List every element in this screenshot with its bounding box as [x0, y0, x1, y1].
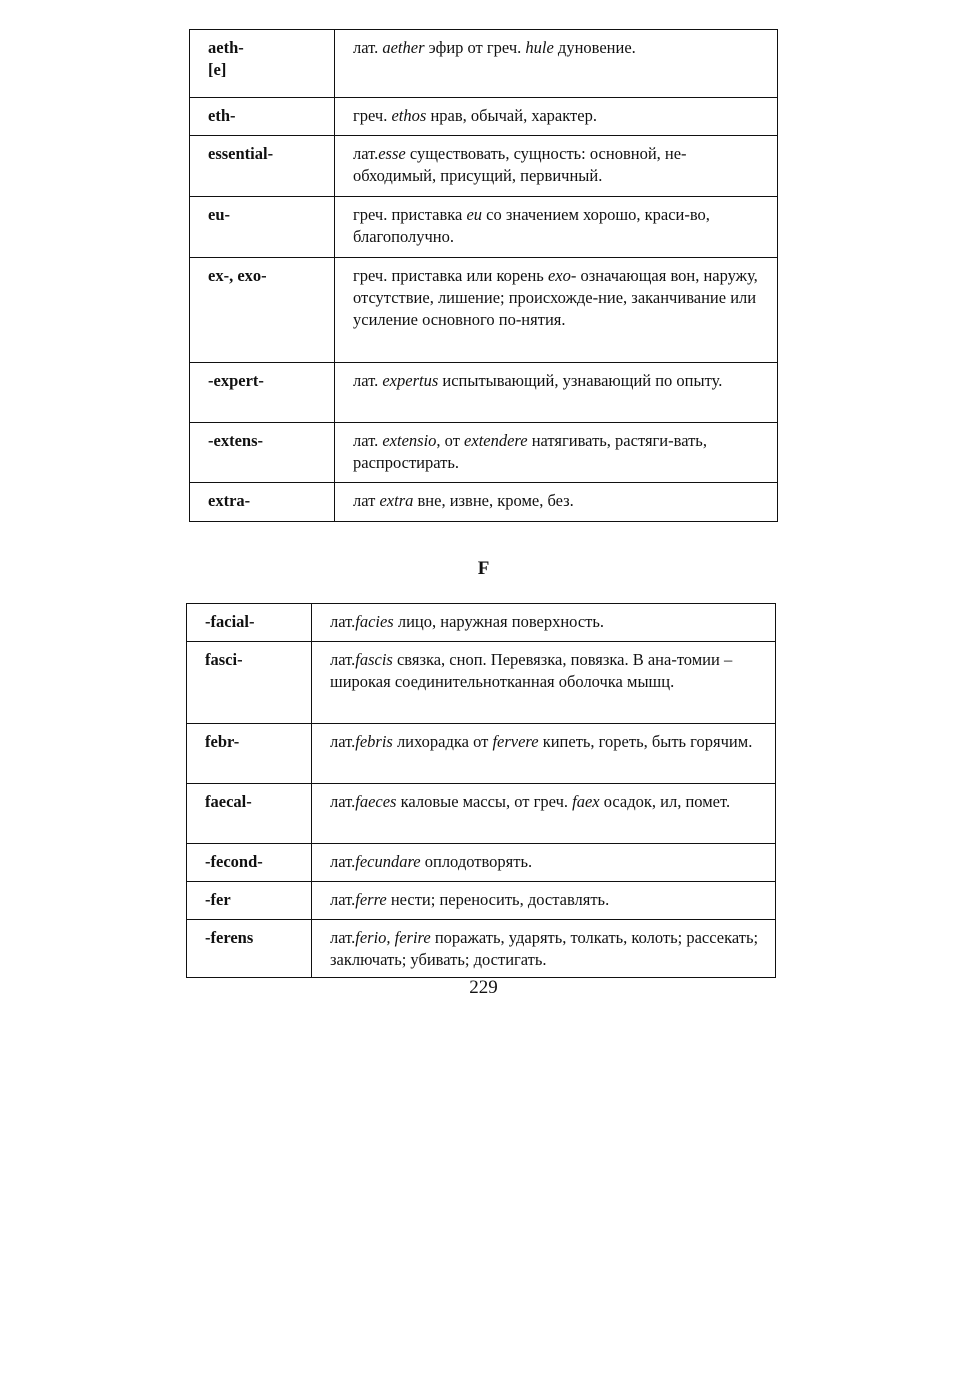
glossary-definition [312, 784, 776, 844]
definition-italic-word: febris [355, 732, 393, 751]
glossary-row [190, 197, 778, 258]
glossary-row [190, 258, 778, 363]
glossary-term [187, 882, 312, 920]
definition-italic-word: eu [466, 205, 483, 224]
glossary-term-line: -expert- [208, 371, 264, 390]
glossary-definition [312, 844, 776, 882]
glossary-term [187, 784, 312, 844]
definition-text: лат. [353, 371, 383, 390]
glossary-term-line: faecal- [205, 792, 252, 811]
glossary-definition [312, 604, 776, 642]
glossary-term [187, 844, 312, 882]
glossary-term [187, 604, 312, 642]
glossary-term-line: -fer [205, 890, 231, 909]
glossary-row [190, 136, 778, 197]
glossary-definition [335, 98, 778, 136]
definition-italic-word: extendere [464, 431, 528, 450]
glossary-term-line: extra- [208, 491, 251, 510]
definition-italic-word: fecundare [355, 852, 421, 871]
definition-text: дуновение. [553, 38, 636, 57]
definition-text: лат. [330, 928, 356, 947]
definition-italic-word: extensio [382, 431, 437, 450]
definition-text: лат. [330, 612, 356, 631]
definition-text: кипеть, гореть, быть горячим. [538, 732, 753, 751]
glossary-row [190, 98, 778, 136]
glossary-term-line: [e] [208, 60, 227, 79]
glossary-table-f-body [187, 604, 776, 978]
glossary-row [187, 642, 776, 724]
definition-text: , от [436, 431, 465, 450]
definition-text: лат [353, 491, 380, 510]
definition-text: лат. [330, 732, 356, 751]
definition-italic-word: esse [378, 144, 406, 163]
glossary-row [190, 30, 778, 98]
definition-text: со значением хорошо, краси-во, благополучно. [353, 205, 710, 246]
definition-text: вне, извне, кроме, без. [413, 491, 574, 510]
glossary-term-line: -facial- [205, 612, 255, 631]
glossary-row [187, 844, 776, 882]
definition-italic-word: fascis [355, 650, 393, 669]
definition-italic-word: expertus [382, 371, 439, 390]
glossary-term [190, 98, 335, 136]
glossary-term-line: -extens- [208, 431, 263, 450]
definition-text: лат. [353, 144, 379, 163]
glossary-term [190, 30, 335, 98]
glossary-term [187, 642, 312, 724]
glossary-definition [335, 197, 778, 258]
glossary-term-line: eu- [208, 205, 230, 224]
glossary-term-line: eth- [208, 106, 236, 125]
glossary-definition [312, 642, 776, 724]
glossary-row [187, 784, 776, 844]
definition-italic-word: facies [355, 612, 394, 631]
glossary-table-e [189, 29, 778, 522]
glossary-term [187, 724, 312, 784]
glossary-definition [312, 882, 776, 920]
definition-text: нести; переносить, доставлять. [386, 890, 610, 909]
definition-text: греч. приставка [353, 205, 467, 224]
glossary-term-line: febr- [205, 732, 240, 751]
definition-italic-word: fervere [492, 732, 539, 751]
definition-text: означающая вон, наружу, отсутствие, лишение; происхожде-ние, заканчивание или усиление основного по-нятия. [353, 266, 758, 329]
definition-text: существовать, сущность: основной, не-обходимый, присущий, первичный. [353, 144, 687, 185]
glossary-row [190, 423, 778, 483]
glossary-row [190, 363, 778, 423]
glossary-term-line: -ferens [205, 928, 254, 947]
definition-text: поражать, ударять, толкать, колоть; рассекать; заключать; убивать; достигать. [330, 928, 759, 969]
glossary-term-line: fasci- [205, 650, 243, 669]
glossary-term-line: aeth- [208, 38, 244, 57]
glossary-table-e-body [190, 30, 778, 522]
definition-text: лихорадка от [392, 732, 493, 751]
definition-text: эфир от греч. [424, 38, 526, 57]
glossary-row [187, 920, 776, 978]
glossary-term [187, 920, 312, 978]
glossary-definition [312, 920, 776, 978]
page-number: 229 [469, 977, 498, 998]
glossary-term [190, 197, 335, 258]
definition-text: лицо, наружная поверхность. [393, 612, 605, 631]
glossary-definition [312, 724, 776, 784]
glossary-term-line: -fecond- [205, 852, 263, 871]
definition-text: лат. [353, 38, 383, 57]
glossary-definition [335, 136, 778, 197]
glossary-row [187, 604, 776, 642]
definition-italic-word: ethos [391, 106, 427, 125]
glossary-term [190, 258, 335, 363]
glossary-table-f [186, 603, 776, 978]
glossary-term [190, 136, 335, 197]
definition-text: нрав, обычай, характер. [426, 106, 597, 125]
definition-text: испытывающий, узнавающий по опыту. [438, 371, 723, 390]
glossary-definition [335, 258, 778, 363]
definition-text: лат. [330, 890, 356, 909]
glossary-term [190, 423, 335, 483]
definition-italic-word: faeces [355, 792, 397, 811]
definition-text: каловые массы, от греч. [396, 792, 573, 811]
glossary-term [190, 363, 335, 423]
definition-italic-word: exo- [547, 266, 577, 285]
definition-text: лат. [330, 650, 356, 669]
glossary-term-line: ex-, exo- [208, 266, 267, 285]
glossary-definition [335, 423, 778, 483]
glossary-definition [335, 483, 778, 522]
definition-text: оплодотворять. [420, 852, 533, 871]
definition-text: осадок, ил, помет. [599, 792, 731, 811]
definition-italic-word: ferre [355, 890, 387, 909]
definition-text: лат. [330, 792, 356, 811]
definition-text: лат. [330, 852, 356, 871]
glossary-row [187, 724, 776, 784]
definition-text: натягивать, растяги-вать, распростирать. [353, 431, 707, 472]
definition-text: лат. [353, 431, 383, 450]
definition-italic-word: ferio, ferire [355, 928, 431, 947]
definition-italic-word: hule [525, 38, 554, 57]
definition-text: связка, сноп. Перевязка, повязка. В ана-томии – широкая соединительнотканная оболочка мышц. [330, 650, 733, 691]
glossary-term [190, 483, 335, 522]
definition-text: греч. приставка или корень [353, 266, 548, 285]
definition-italic-word: extra [379, 491, 414, 510]
definition-text: греч. [353, 106, 392, 125]
glossary-definition [335, 30, 778, 98]
definition-italic-word: faex [572, 792, 600, 811]
section-letter-heading: F [477, 558, 490, 579]
glossary-row [187, 882, 776, 920]
glossary-row [190, 483, 778, 522]
glossary-term-line: essential- [208, 144, 274, 163]
glossary-definition [335, 363, 778, 423]
definition-italic-word: aether [382, 38, 425, 57]
